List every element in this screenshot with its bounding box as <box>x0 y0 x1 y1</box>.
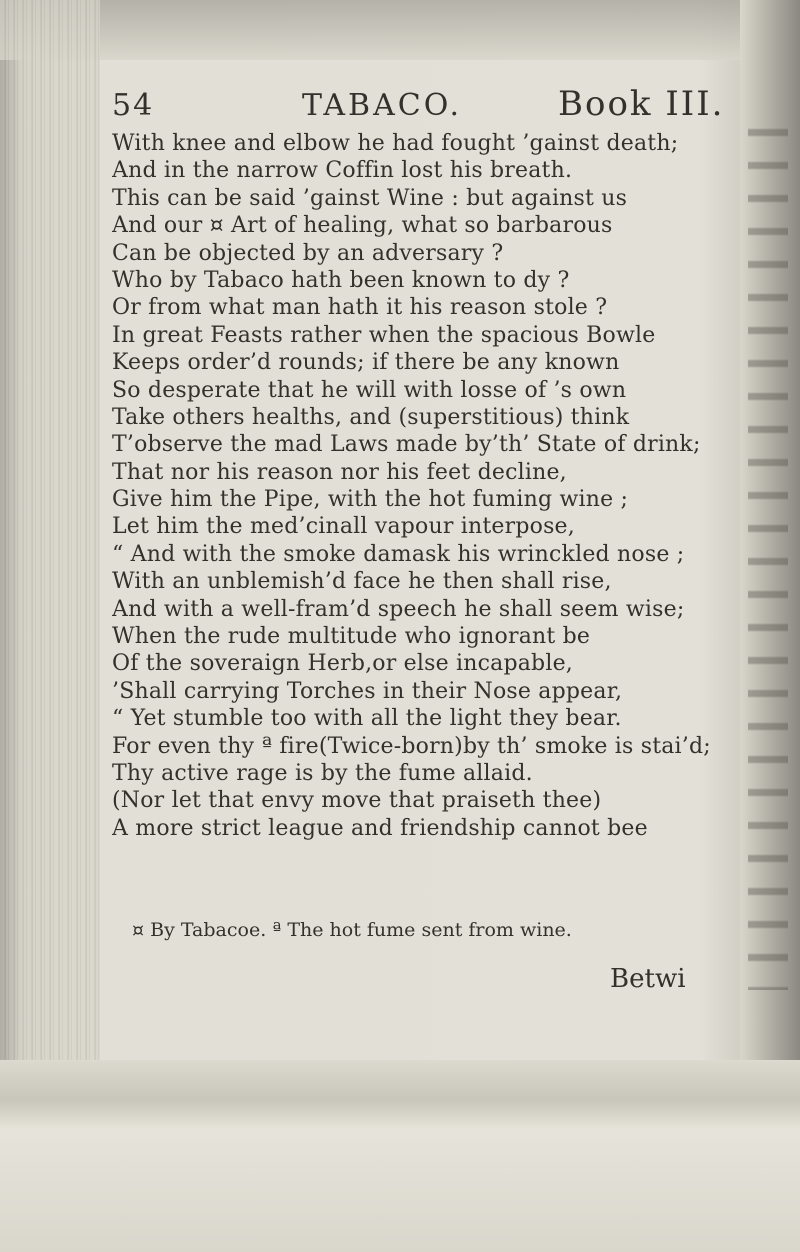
verse-line: With an unblemish’d face he then shall rise, <box>112 569 612 595</box>
verse-line: ’Shall carrying Torches in their Nose appear, <box>112 678 623 704</box>
verse-line: “ Yet stumble too with all the light they bear. <box>112 706 622 732</box>
running-title: TABACO. <box>302 88 463 123</box>
verse-line: And in the narrow Coffin lost his breath. <box>112 158 573 184</box>
verse-line: With knee and elbow he had fought ’gainst death; <box>112 131 679 156</box>
running-header <box>112 84 752 136</box>
verse-lines <box>112 130 752 842</box>
top-page-edge <box>0 0 800 60</box>
verse-line: That nor his reason nor his feet decline, <box>112 459 567 485</box>
verse-line: And our ¤ Art of healing, what so barbarous <box>112 213 613 239</box>
verse-line: In great Feasts rather when the spacious Bowle <box>112 322 656 348</box>
verse-line: Give him the Pipe, with the hot fuming wine ; <box>112 487 629 513</box>
verse-line: Take others healths, and (superstitious) think <box>112 404 630 430</box>
catchword: Betwi <box>610 964 686 994</box>
verse-line: When the rude multitude who ignorant be <box>112 624 591 650</box>
verse-line: So desperate that he will with losse of ’s own <box>112 377 627 403</box>
verse-line: A more strict league and friendship cannot bee <box>112 815 648 841</box>
verse-line: This can be said ’gainst Wine : but against us <box>112 185 628 211</box>
verse-line: “ And with the smoke damask his wrinckled nose ; <box>112 541 685 567</box>
verse-line: Keeps order’d rounds; if there be any known <box>112 350 620 376</box>
verse-line: Who by Tabaco hath been known to dy ? <box>112 267 570 293</box>
verse-line: (Nor let that envy move that praiseth thee) <box>112 788 602 814</box>
book-label: Book III. <box>558 84 725 124</box>
verse-line: For even thy ª fire(Twice-born)by th’ smoke is stai’d; <box>112 733 711 759</box>
page-number: 54 <box>112 88 155 123</box>
verse-line: And with a well-fram’d speech he shall seem wise; <box>112 596 685 622</box>
verse-line: Thy active rage is by the fume allaid. <box>112 760 533 786</box>
footnote: ¤ By Tabacoe. ª The hot fume sent from wine. <box>132 919 572 941</box>
verse-line: Or from what man hath it his reason stole ? <box>112 295 608 321</box>
page-text-block <box>112 84 752 1064</box>
verse-line: Of the soveraign Herb,or else incapable, <box>112 651 573 677</box>
verse-line: Can be objected by an adversary ? <box>112 240 504 266</box>
verse-line: Let him the med’cinall vapour interpose, <box>112 514 575 540</box>
verse-line: T’observe the mad Laws made by’th’ State of drink; <box>112 432 701 458</box>
bottom-page-edge <box>0 1060 800 1252</box>
show-through-text <box>748 110 788 990</box>
